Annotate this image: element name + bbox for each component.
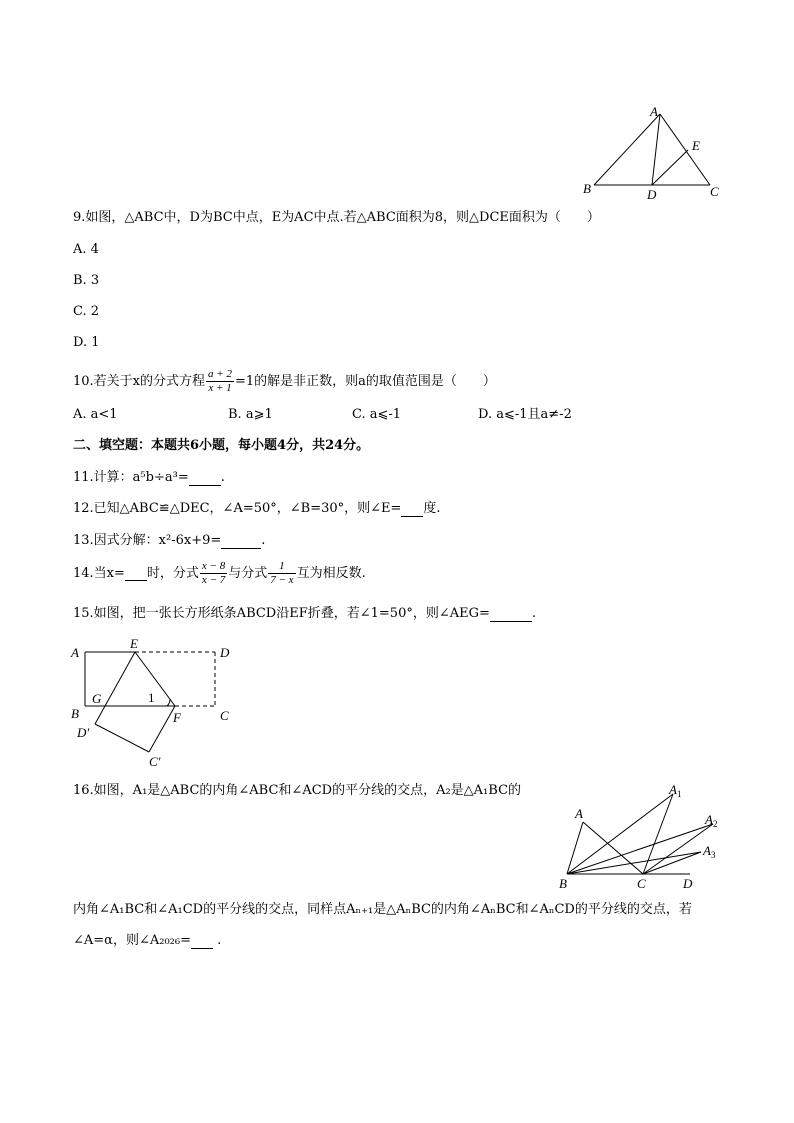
label-A1: $A_1$ — [669, 782, 682, 799]
q13 — [73, 533, 265, 549]
q14-mid2: 与分式 — [228, 566, 268, 581]
q10-option-a: A. a<1 — [73, 407, 118, 422]
label-A: A — [71, 645, 79, 660]
label-C-prime: C′ — [149, 754, 161, 769]
q14-mid1: 时，分式 — [146, 566, 199, 581]
label-A: A — [575, 806, 583, 821]
q10-stem — [73, 366, 496, 398]
label-E: E — [130, 636, 138, 651]
q15-answer-blank[interactable] — [490, 608, 532, 622]
q14-f1-num: x − 8 — [201, 560, 226, 572]
q10-suffix: =1的解是非正数，则a的取值范围是（ ） — [234, 374, 496, 389]
q14-fraction-1 — [200, 560, 227, 587]
q9-option-d: D. 1 — [73, 335, 100, 350]
label-D: D — [647, 187, 657, 200]
q16-line3-text: ∠A=α，则∠A₂₀₂₆= — [73, 933, 191, 948]
q11-answer-blank[interactable] — [189, 472, 221, 486]
q14-f2-den: 7 − x — [270, 574, 294, 586]
q14-f1-den: x − 7 — [201, 574, 226, 586]
label-G: G — [92, 691, 102, 706]
q14-fraction-2 — [268, 560, 295, 587]
q13-text: 13.因式分解：x²-6x+9= — [73, 533, 222, 548]
q10-option-d: D. a⩽-1且a≠-2 — [478, 407, 572, 422]
label-B: B — [71, 706, 79, 721]
q14-f2-num: 1 — [268, 560, 295, 574]
label-angle-1: 1 — [148, 690, 155, 705]
figure-q9-triangle — [580, 100, 730, 200]
label-C: C — [710, 184, 719, 199]
q9-option-c: C. 2 — [73, 304, 100, 319]
q15 — [73, 606, 536, 622]
q13-end: . — [261, 533, 266, 548]
q16-line1: 16.如图，A₁是△ABC的内角∠ABC和∠ACD的平分线的交点，A₂是△A₁BC的 — [73, 783, 522, 798]
q14-prefix: 14.当x= — [73, 566, 125, 581]
q14-suffix: 互为相反数. — [296, 566, 366, 581]
label-E: E — [692, 138, 700, 153]
q10-fraction — [206, 368, 234, 395]
q15-text: 15.如图，把一张长方形纸条ABCD沿EF折叠，若∠1=50°，则∠AEG= — [73, 606, 490, 621]
q10-option-b: B. a⩾1 — [228, 407, 273, 422]
figure-q16-bisectors — [555, 782, 735, 892]
q12-text: 12.已知△ABC≌△DEC，∠A=50°，∠B=30°，则∠E= — [73, 501, 402, 516]
q12 — [73, 501, 441, 517]
q10-prefix: 10.若关于x的分式方程 — [73, 374, 206, 389]
label-C: C — [637, 876, 646, 891]
label-A2: $A_2$ — [705, 812, 718, 829]
q9-option-a: A. 4 — [73, 242, 99, 257]
q14 — [73, 558, 366, 590]
q9-stem: 9.如图，△ABC中，D为BC中点，E为AC中点.若△ABC面积为8，则△DCE面积为（ ） — [73, 210, 600, 225]
q16-answer-blank[interactable] — [191, 935, 213, 949]
q10-frac-den: x + 1 — [208, 382, 232, 394]
q10-option-c: C. a⩽-1 — [352, 407, 402, 422]
q11-end: . — [220, 470, 225, 485]
label-F: F — [173, 710, 181, 725]
q11 — [73, 470, 225, 486]
q15-end: . — [531, 606, 537, 621]
label-C: C — [220, 708, 229, 723]
label-D-prime: D′ — [77, 725, 90, 740]
label-A: A — [650, 104, 658, 119]
q10-frac-num: a + 2 — [208, 368, 232, 380]
q9-option-b: B. 3 — [73, 273, 100, 288]
q12-answer-blank[interactable] — [401, 503, 423, 517]
q14-answer-blank[interactable] — [125, 567, 147, 581]
q13-answer-blank[interactable] — [221, 535, 261, 549]
q11-text: 11.计算：a⁵b÷a³= — [73, 470, 189, 485]
q16-line3 — [73, 933, 221, 949]
q12-end: 度. — [423, 501, 441, 516]
figure-q15-folded-strip — [65, 632, 255, 772]
label-B: B — [583, 181, 591, 196]
label-D: D — [220, 645, 230, 660]
q16-line2: 内角∠A₁BC和∠A₁CD的平分线的交点，同样点Aₙ₊₁是△AₙBC的内角∠AₙBC和∠AₙCD的平分线的交点，若 — [73, 902, 692, 917]
q16-end: . — [217, 933, 222, 948]
label-A3: $A_3$ — [703, 843, 716, 860]
label-D: D — [683, 876, 693, 891]
label-B: B — [559, 876, 567, 891]
section-heading: 二、填空题：本题共6小题，每小题4分，共24分。 — [73, 438, 370, 453]
